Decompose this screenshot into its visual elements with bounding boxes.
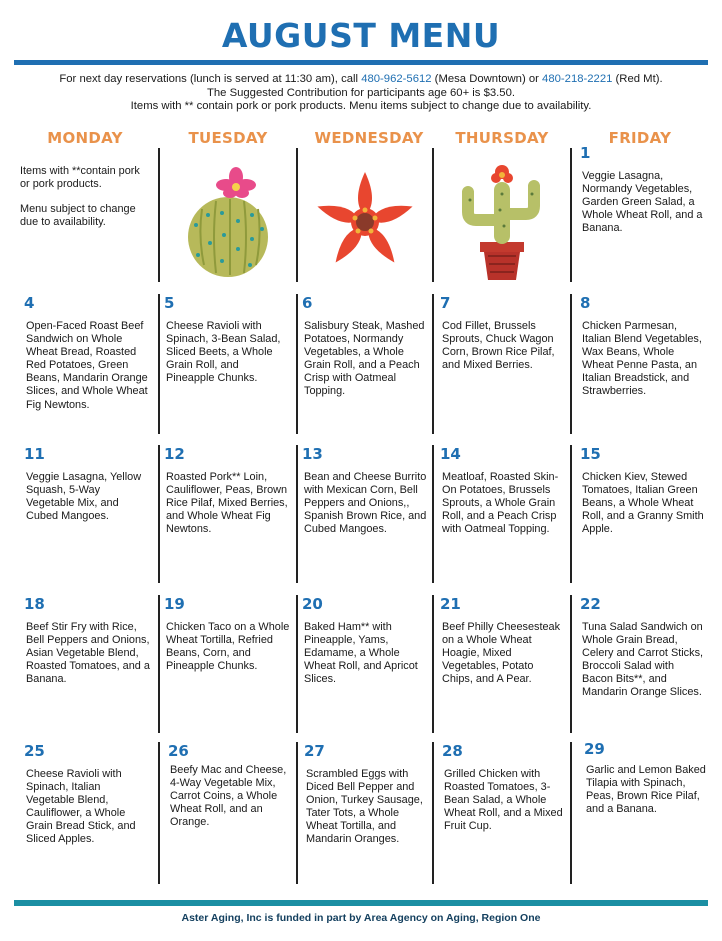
calendar-cell-day-12 [160,445,298,583]
calendar-cell-day-13 [298,445,434,583]
day-header-tuesday: TUESDAY [188,129,268,147]
meal-description: Veggie Lasagna, Yellow Squash, 5-Way Vegetable Mix, and Cubed Mangoes. [26,471,142,523]
calendar-cell-day-4 [20,294,160,434]
calendar-cell-day-19 [160,595,298,733]
meal-description: Meatloaf, Roasted Skin-On Potatoes, Brussels Sprouts, a Whole Grain Roll, and a Peach Crisp with Oatmeal Topping. [442,471,559,536]
pork-notice-line: Items with ** contain pork or pork products. Menu items subject to change due to availability. [130,100,592,112]
calendar-cell-day-1 [576,144,716,278]
day-number: 28 [442,742,463,760]
calendar-cell-day-14 [436,445,572,583]
meal-description: Chicken Taco on a Whole Wheat Tortilla, Refried Beans, Corn, and Pineapple Chunks. [166,621,290,673]
meal-description: Chicken Parmesan, Italian Blend Vegetables, Wax Beans, Whole Wheat Penne Pasta, an Italian Breadstick, and Strawberries. [582,320,702,398]
meal-description: Garlic and Lemon Baked Tilapia with Spinach, Peas, Brown Rice Pilaf, and a Banana. [586,764,706,816]
day-number: 20 [302,595,323,613]
bottom-divider [14,900,708,906]
calendar-cell-day-7 [436,294,572,434]
meal-description: Cheese Ravioli with Spinach, Italian Vegetable Blend, Cauliflower, a Whole Grain Bread Stick, and Sliced Apples. [26,768,136,846]
meal-description: Cod Fillet, Brussels Sprouts, Chuck Wagon Corn, Brown Rice Pilaf, and Mixed Berries. [442,320,555,372]
meal-description: Roasted Pork** Loin, Cauliflower, Peas, Brown Rice Pilaf, Mixed Berries, and Whole Wheat Fig Newtons. [166,471,288,536]
meal-description: Baked Ham** with Pineapple, Yams, Edamame, a Whole Wheat Roll, and Apricot Slices. [304,621,418,686]
intro-text [0,73,722,114]
meal-description: Cheese Ravioli with Spinach, 3-Bean Salad, Sliced Beets, a Whole Grain Roll, and Pineapple Chunks. [166,320,281,385]
note-pork: Items with **contain pork or pork products. [20,165,140,191]
day-number: 4 [24,294,35,312]
day-number: 13 [302,445,323,463]
day-number: 1 [580,144,591,162]
note-availability: Menu subject to change due to availability. [20,203,136,229]
day-number: 6 [302,294,313,312]
day-header-friday: FRIDAY [608,129,672,147]
meal-description: Grilled Chicken with Roasted Tomatoes, 3-Bean Salad, a Whole Wheat Roll, and a Mixed Fruit Cup. [444,768,563,833]
page-title: AUGUST MENU [221,16,501,55]
day-header-wednesday: WEDNESDAY [314,129,424,147]
day-number: 21 [440,595,461,613]
meal-description: Chicken Kiev, Stewed Tomatoes, Italian Green Beans, a Whole Wheat Roll, and a Granny Smith Apple. [582,471,704,536]
calendar-cell-day-25 [20,742,160,884]
calendar-cell-day-11 [20,445,160,583]
day-number: 25 [24,742,45,760]
day-number: 27 [304,742,325,760]
phone-mesa-link[interactable]: 480-962-5612 [361,73,432,85]
calendar-cell-day-18 [20,595,160,733]
day-number: 14 [440,445,461,463]
calendar-cell-day-15 [576,445,716,583]
funding-footer: Aster Aging, Inc is funded in part by Area Agency on Aging, Region One [181,912,541,924]
phone-redmt-link[interactable]: 480-218-2221 [542,73,613,85]
top-divider [14,60,708,65]
calendar-cell-day-27 [300,742,434,884]
day-number: 8 [580,294,591,312]
day-header-monday: MONDAY [47,129,123,147]
day-number: 15 [580,445,601,463]
calendar-cell-day-8 [576,294,716,434]
day-number: 26 [168,742,189,760]
calendar-cell-day-29 [580,740,716,882]
day-number: 12 [164,445,185,463]
meal-description: Beef Philly Cheesesteak on a Whole Wheat Hoagie, Mixed Vegetables, Potato Chips, and A Pear. [442,621,561,686]
meal-description: Scrambled Eggs with Diced Bell Pepper and Onion, Turkey Sausage, Tater Tots, a Whole Wheat Tortilla, and Mandarin Oranges. [306,768,423,846]
meal-description: Salisbury Steak, Mashed Potatoes, Normandy Vegetables, a Whole Grain Roll, and a Peach Crisp with Oatmeal Topping. [304,320,425,398]
reservation-text-mid: (Mesa Downtown) or [431,73,543,85]
contribution-line: The Suggested Contribution for participants age 60+ is $3.50. [206,86,516,99]
day-number: 7 [440,294,451,312]
calendar-cell-day-21 [436,595,572,733]
meal-description: Bean and Cheese Burrito with Mexican Corn, Bell Peppers and Onions,, Spanish Brown Rice, and Cubed Mangoes. [304,471,427,536]
calendar-cell-day-5 [160,294,298,434]
reservation-text: For next day reservations (lunch is served at 11:30 am), call [59,73,362,85]
reservation-text-end: (Red Mt). [612,73,663,85]
red-flower-icon [308,170,422,274]
day-number: 11 [24,445,45,463]
calendar-cell-day-6 [298,294,434,434]
day-number: 22 [580,595,601,613]
day-number: 5 [164,294,175,312]
meal-description: Open-Faced Roast Beef Sandwich on Whole Wheat Bread, Roasted Red Potatoes, Green Beans, Mandarin Orange Slices, and Whole Wheat Fig Newtons. [26,320,148,411]
calendar-cell-day-22 [576,595,716,733]
calendar-cell-day-20 [298,595,434,733]
meal-description: Veggie Lasagna, Normandy Vegetables, Garden Green Salad, a Whole Wheat Roll, and a Banana. [582,170,703,235]
day-header-thursday: THURSDAY [455,129,549,147]
calendar-cell-day-26 [164,742,298,884]
reservation-line [0,73,722,87]
meal-description: Tuna Salad Sandwich on Whole Grain Bread, Celery and Carrot Sticks, Broccoli Salad with Bacon Bits**, and Mandarin Orange Slices. [582,621,704,699]
calendar-cell-day-28 [438,742,572,884]
day-number: 29 [584,740,605,758]
pork-note [20,165,144,241]
day-number: 19 [164,595,185,613]
round-cactus-icon [182,165,278,281]
potted-cactus-icon [452,160,552,284]
meal-description: Beef Stir Fry with Rice, Bell Peppers and Onions, Asian Vegetable Blend, Roasted Tomatoes, and a Banana. [26,621,150,686]
meal-description: Beefy Mac and Cheese, 4-Way Vegetable Mix, Carrot Coins, a Whole Wheat Roll, and an Orange. [170,764,287,829]
day-number: 18 [24,595,45,613]
